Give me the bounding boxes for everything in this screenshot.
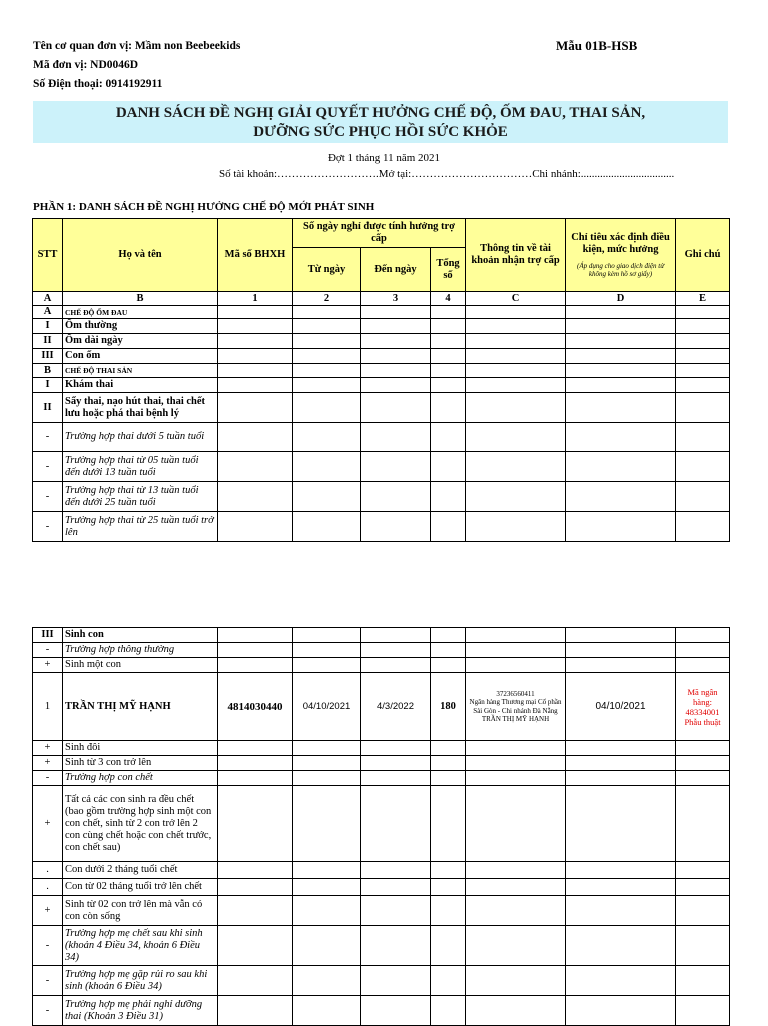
row-cell xyxy=(676,741,730,756)
row-cell xyxy=(361,482,431,512)
org-label: Tên cơ quan đơn vị: xyxy=(33,40,133,52)
row-label: Trường hợp thai dưới 5 tuần tuổi xyxy=(63,423,218,452)
row-label: Con dưới 2 tháng tuổi chết xyxy=(63,862,218,879)
row-cell xyxy=(218,512,293,542)
record-note: Mã ngân hàng: 48334001 Phẫu thuật xyxy=(676,673,730,741)
row-cell xyxy=(676,896,730,926)
row-cell xyxy=(218,349,293,364)
row-cell xyxy=(566,896,676,926)
row-cell xyxy=(566,658,676,673)
row-cell xyxy=(293,786,361,862)
row-stt: + xyxy=(33,756,63,771)
table-row xyxy=(33,482,730,512)
row-cell xyxy=(218,643,293,658)
row-label: Ốm dài ngày xyxy=(63,334,218,349)
row-cell xyxy=(293,334,361,349)
row-cell xyxy=(431,658,466,673)
row-cell xyxy=(431,966,466,996)
row-cell xyxy=(293,364,361,378)
column-letter: B xyxy=(63,292,218,306)
row-cell xyxy=(466,643,566,658)
row-cell xyxy=(218,628,293,643)
row-cell xyxy=(466,879,566,896)
row-cell xyxy=(361,364,431,378)
row-cell xyxy=(218,423,293,452)
row-cell xyxy=(293,643,361,658)
row-cell xyxy=(676,378,730,393)
row-cell xyxy=(361,628,431,643)
col-name: Họ và tên xyxy=(63,219,218,292)
row-label: Sinh từ 3 con trở lên xyxy=(63,756,218,771)
row-cell xyxy=(218,319,293,334)
col-days-group: Số ngày nghỉ được tính hưởng trợ cấp xyxy=(293,219,466,248)
row-cell xyxy=(218,482,293,512)
row-cell xyxy=(566,786,676,862)
row-cell xyxy=(218,771,293,786)
col-to: Đến ngày xyxy=(361,248,431,292)
row-cell xyxy=(676,482,730,512)
row-cell xyxy=(431,741,466,756)
row-cell xyxy=(293,741,361,756)
row-cell xyxy=(361,452,431,482)
row-cell xyxy=(218,756,293,771)
row-stt: I xyxy=(33,319,63,334)
row-cell xyxy=(566,926,676,966)
row-cell xyxy=(566,319,676,334)
row-cell xyxy=(218,862,293,879)
row-cell xyxy=(361,771,431,786)
row-cell xyxy=(431,879,466,896)
col-account: Thông tin về tài khoản nhận trợ cấp xyxy=(466,219,566,292)
section-title: PHẦN 1: DANH SÁCH ĐỀ NGHỊ HƯỞNG CHẾ ĐỘ MỚI PHÁT SINH xyxy=(33,201,375,213)
row-cell xyxy=(566,512,676,542)
row-cell xyxy=(566,334,676,349)
row-label: Trường hợp thai từ 05 tuần tuổi đến dưới 13 tuần tuổi xyxy=(63,452,218,482)
column-letter: 2 xyxy=(293,292,361,306)
row-cell xyxy=(676,334,730,349)
row-cell xyxy=(361,926,431,966)
row-label: Ốm thường xyxy=(63,319,218,334)
row-cell xyxy=(466,628,566,643)
row-cell xyxy=(466,393,566,423)
row-cell xyxy=(566,862,676,879)
table-row xyxy=(33,741,730,756)
row-label: Sẩy thai, nạo hút thai, thai chết lưu hoặc phá thai bệnh lý xyxy=(63,393,218,423)
row-cell xyxy=(676,862,730,879)
row-cell xyxy=(293,926,361,966)
row-cell xyxy=(293,378,361,393)
row-cell xyxy=(431,364,466,378)
row-cell xyxy=(466,349,566,364)
row-cell xyxy=(218,364,293,378)
record-account-number: 37236560411 xyxy=(496,689,535,698)
row-cell xyxy=(293,756,361,771)
row-cell xyxy=(431,482,466,512)
row-cell xyxy=(431,643,466,658)
row-cell xyxy=(293,512,361,542)
row-cell xyxy=(676,423,730,452)
row-stt: II xyxy=(33,393,63,423)
row-cell xyxy=(676,452,730,482)
row-label: Tất cả các con sinh ra đều chết (bao gồm trường hợp sinh một con con chết, sinh từ 2 con trở lên 2 con cùng chết hoặc con chết trước, con chết sau) xyxy=(63,786,218,862)
row-stt: - xyxy=(33,512,63,542)
row-cell xyxy=(218,306,293,319)
record-total: 180 xyxy=(431,673,466,741)
row-cell xyxy=(466,756,566,771)
row-cell xyxy=(676,771,730,786)
table-row xyxy=(33,319,730,334)
row-cell xyxy=(566,879,676,896)
row-cell xyxy=(361,512,431,542)
row-cell xyxy=(361,896,431,926)
row-cell xyxy=(218,879,293,896)
table-row xyxy=(33,378,730,393)
org-line xyxy=(33,40,240,52)
record-to: 4/3/2022 xyxy=(361,673,431,741)
row-cell xyxy=(431,896,466,926)
table-row xyxy=(33,423,730,452)
col-note: Ghi chú xyxy=(676,219,730,292)
row-cell xyxy=(293,658,361,673)
row-stt: - xyxy=(33,482,63,512)
row-cell xyxy=(361,879,431,896)
row-label: Trường hợp mẹ chết sau khi sinh (khoản 4 Điều 34, khoản 6 Điều 34) xyxy=(63,926,218,966)
row-cell xyxy=(466,896,566,926)
row-cell xyxy=(676,879,730,896)
row-label: CHẾ ĐỘ ỐM ĐAU xyxy=(63,306,218,319)
row-cell xyxy=(361,393,431,423)
row-cell xyxy=(293,349,361,364)
row-cell xyxy=(566,364,676,378)
form-code: Mẫu 01B-HSB xyxy=(556,38,638,53)
table-row xyxy=(33,349,730,364)
row-cell xyxy=(361,349,431,364)
row-cell xyxy=(566,771,676,786)
row-cell xyxy=(361,786,431,862)
row-cell xyxy=(466,786,566,862)
benefit-table xyxy=(32,218,730,542)
row-cell xyxy=(431,452,466,482)
row-cell xyxy=(218,996,293,1026)
row-cell xyxy=(431,423,466,452)
row-cell xyxy=(218,896,293,926)
column-letter: D xyxy=(566,292,676,306)
row-stt: - xyxy=(33,452,63,482)
col-stt: STT xyxy=(33,219,63,292)
row-cell xyxy=(676,756,730,771)
row-cell xyxy=(431,378,466,393)
row-cell xyxy=(676,628,730,643)
record-bhxh: 4814030440 xyxy=(218,673,293,741)
row-cell xyxy=(431,393,466,423)
column-letter: 3 xyxy=(361,292,431,306)
row-cell xyxy=(218,966,293,996)
row-cell xyxy=(566,306,676,319)
row-stt: - xyxy=(33,926,63,966)
row-cell xyxy=(466,423,566,452)
table-row xyxy=(33,364,730,378)
row-cell xyxy=(361,423,431,452)
org-value: Mầm non Beebeekids xyxy=(134,40,241,52)
record-from: 04/10/2021 xyxy=(293,673,361,741)
table-row xyxy=(33,926,730,966)
row-cell xyxy=(361,319,431,334)
row-cell xyxy=(361,658,431,673)
record-name: TRẦN THỊ MỸ HẠNH xyxy=(63,673,218,741)
table-row xyxy=(33,643,730,658)
row-label: Trường hợp mẹ gặp rủi ro sau khi sinh (khoản 6 Điều 34) xyxy=(63,966,218,996)
title-line-1: DANH SÁCH ĐỀ NGHỊ GIẢI QUYẾT HƯỞNG CHẾ ĐỘ, ỐM ĐAU, THAI SẢN, xyxy=(115,105,646,121)
table-row xyxy=(33,334,730,349)
row-label: Con ốm xyxy=(63,349,218,364)
row-stt: III xyxy=(33,628,63,643)
row-cell xyxy=(218,334,293,349)
period-line: Đợt 1 tháng 11 năm 2021 xyxy=(327,152,441,164)
row-cell xyxy=(361,996,431,1026)
table-body-bottom-b xyxy=(33,741,730,1026)
row-cell xyxy=(466,319,566,334)
row-label: Trường hợp mẹ phải nghỉ dưỡng thai (Khoản 3 Điều 31) xyxy=(63,996,218,1026)
row-cell xyxy=(466,482,566,512)
row-cell xyxy=(293,306,361,319)
row-cell xyxy=(566,393,676,423)
row-cell xyxy=(361,306,431,319)
row-cell xyxy=(676,643,730,658)
row-cell xyxy=(466,771,566,786)
row-cell xyxy=(566,482,676,512)
column-letter: A xyxy=(33,292,63,306)
unit-code-value: ND0046D xyxy=(90,59,139,71)
record-criteria: 04/10/2021 xyxy=(566,673,676,741)
row-stt: II xyxy=(33,334,63,349)
row-cell xyxy=(431,771,466,786)
row-cell xyxy=(566,643,676,658)
row-cell xyxy=(676,364,730,378)
column-letter: C xyxy=(466,292,566,306)
row-stt: . xyxy=(33,879,63,896)
header-row-1 xyxy=(33,219,730,248)
row-cell xyxy=(466,741,566,756)
row-cell xyxy=(293,896,361,926)
row-cell xyxy=(431,926,466,966)
row-label: Sinh từ 02 con trở lên mà vẫn có con còn sống xyxy=(63,896,218,926)
row-cell xyxy=(431,306,466,319)
unit-code-line xyxy=(33,59,138,71)
table-row xyxy=(33,306,730,319)
table-row xyxy=(33,628,730,643)
row-stt: B xyxy=(33,364,63,378)
row-cell xyxy=(466,364,566,378)
row-stt: + xyxy=(33,741,63,756)
row-stt: - xyxy=(33,423,63,452)
table-row xyxy=(33,862,730,879)
col-from: Từ ngày xyxy=(293,248,361,292)
row-cell xyxy=(566,628,676,643)
column-letter: 4 xyxy=(431,292,466,306)
row-stt: - xyxy=(33,771,63,786)
table-row xyxy=(33,756,730,771)
row-cell xyxy=(431,756,466,771)
row-stt: A xyxy=(33,306,63,319)
row-cell xyxy=(293,771,361,786)
row-cell xyxy=(361,756,431,771)
col-total: Tổng số xyxy=(431,248,466,292)
table-row xyxy=(33,996,730,1026)
row-cell xyxy=(293,879,361,896)
row-cell xyxy=(676,658,730,673)
row-cell xyxy=(466,452,566,482)
row-cell xyxy=(431,319,466,334)
row-cell xyxy=(218,658,293,673)
row-cell xyxy=(431,334,466,349)
row-cell xyxy=(431,786,466,862)
table-row xyxy=(33,393,730,423)
row-cell xyxy=(566,452,676,482)
row-cell xyxy=(566,378,676,393)
row-cell xyxy=(361,966,431,996)
row-cell xyxy=(676,786,730,862)
phone-label: Số Điện thoại: xyxy=(33,78,103,90)
row-cell xyxy=(293,393,361,423)
table-row xyxy=(33,966,730,996)
row-label: Sinh một con xyxy=(63,658,218,673)
row-stt: - xyxy=(33,996,63,1026)
row-cell xyxy=(676,306,730,319)
row-cell xyxy=(466,512,566,542)
row-cell xyxy=(431,349,466,364)
row-cell xyxy=(218,786,293,862)
row-cell xyxy=(566,756,676,771)
row-cell xyxy=(218,393,293,423)
row-cell xyxy=(566,423,676,452)
row-cell xyxy=(293,482,361,512)
row-cell xyxy=(566,741,676,756)
row-cell xyxy=(293,423,361,452)
row-cell xyxy=(466,334,566,349)
row-cell xyxy=(361,334,431,349)
row-cell xyxy=(676,393,730,423)
row-cell xyxy=(566,966,676,996)
row-cell xyxy=(466,926,566,966)
row-cell xyxy=(361,741,431,756)
phone-line xyxy=(33,78,162,90)
row-label: Trường hợp thai từ 13 tuần tuổi đến dưới 25 tuần tuổi xyxy=(63,482,218,512)
record-account-bank: Ngân hàng Thương mại Cổ phần Sài Gòn - Chi nhánh Đà Nẵng xyxy=(469,698,562,715)
row-cell xyxy=(361,378,431,393)
row-cell xyxy=(431,862,466,879)
col-criteria xyxy=(566,219,676,292)
row-stt: . xyxy=(33,862,63,879)
row-cell xyxy=(566,996,676,1026)
row-label: Sinh con xyxy=(63,628,218,643)
row-cell xyxy=(293,996,361,1026)
row-label: Trường hợp thông thường xyxy=(63,643,218,658)
row-cell xyxy=(293,452,361,482)
col-criteria-note: (Áp dụng cho giao dịch điện tử không kèm hồ sơ giấy) xyxy=(577,261,665,278)
table-row xyxy=(33,786,730,862)
row-cell xyxy=(676,996,730,1026)
row-stt: + xyxy=(33,896,63,926)
title-line-2: DƯỠNG SỨC PHỤC HỒI SỨC KHỎE xyxy=(253,124,508,140)
benefit-table-continued xyxy=(32,627,730,1026)
account-line: Số tài khoản:……………………….Mở tại:……………………………Chi nhánh:.................................. xyxy=(219,168,675,180)
row-label: Khám thai xyxy=(63,378,218,393)
row-stt: + xyxy=(33,786,63,862)
col-bhxh: Mã số BHXH xyxy=(218,219,293,292)
phone-value: 0914192911 xyxy=(105,78,163,90)
row-label: Trường hợp thai từ 25 tuần tuổi trở lên xyxy=(63,512,218,542)
row-cell xyxy=(466,658,566,673)
row-stt: + xyxy=(33,658,63,673)
row-cell xyxy=(293,862,361,879)
row-cell xyxy=(676,349,730,364)
row-cell xyxy=(361,643,431,658)
table-row xyxy=(33,771,730,786)
row-label: Sinh đôi xyxy=(63,741,218,756)
row-cell xyxy=(218,452,293,482)
table-body-bottom-a xyxy=(33,628,730,673)
row-cell xyxy=(293,628,361,643)
row-cell xyxy=(431,996,466,1026)
document-title xyxy=(33,101,728,143)
row-cell xyxy=(431,512,466,542)
row-label: CHẾ ĐỘ THAI SẢN xyxy=(63,364,218,378)
row-cell xyxy=(218,378,293,393)
column-letter: 1 xyxy=(218,292,293,306)
table-row xyxy=(33,658,730,673)
row-cell xyxy=(431,628,466,643)
row-cell xyxy=(466,996,566,1026)
col-criteria-title: Chỉ tiêu xác định điều kiện, mức hưởng xyxy=(571,231,670,255)
table-row xyxy=(33,512,730,542)
row-cell xyxy=(361,862,431,879)
table-body-top xyxy=(33,306,730,542)
row-label: Con từ 02 tháng tuổi trở lên chết xyxy=(63,879,218,896)
column-letter: E xyxy=(676,292,730,306)
table-row xyxy=(33,673,730,741)
record-account-holder: TRẦN THỊ MỸ HẠNH xyxy=(481,715,550,723)
row-cell xyxy=(218,926,293,966)
row-cell xyxy=(676,926,730,966)
row-cell xyxy=(218,741,293,756)
record-body xyxy=(33,673,730,741)
table-row xyxy=(33,879,730,896)
row-cell xyxy=(466,862,566,879)
row-stt: I xyxy=(33,378,63,393)
column-letters-row xyxy=(33,292,730,306)
unit-code-label: Mã đơn vị: xyxy=(33,59,88,71)
row-cell xyxy=(293,319,361,334)
row-stt: - xyxy=(33,966,63,996)
row-cell xyxy=(293,966,361,996)
row-cell xyxy=(466,306,566,319)
row-cell xyxy=(676,966,730,996)
record-account xyxy=(466,673,566,741)
row-stt: - xyxy=(33,643,63,658)
row-cell xyxy=(566,349,676,364)
row-cell xyxy=(676,319,730,334)
record-stt: 1 xyxy=(33,673,63,741)
row-cell xyxy=(676,512,730,542)
row-cell xyxy=(466,378,566,393)
table-row xyxy=(33,896,730,926)
row-cell xyxy=(466,966,566,996)
row-label: Trường hợp con chết xyxy=(63,771,218,786)
row-stt: III xyxy=(33,349,63,364)
table-row xyxy=(33,452,730,482)
